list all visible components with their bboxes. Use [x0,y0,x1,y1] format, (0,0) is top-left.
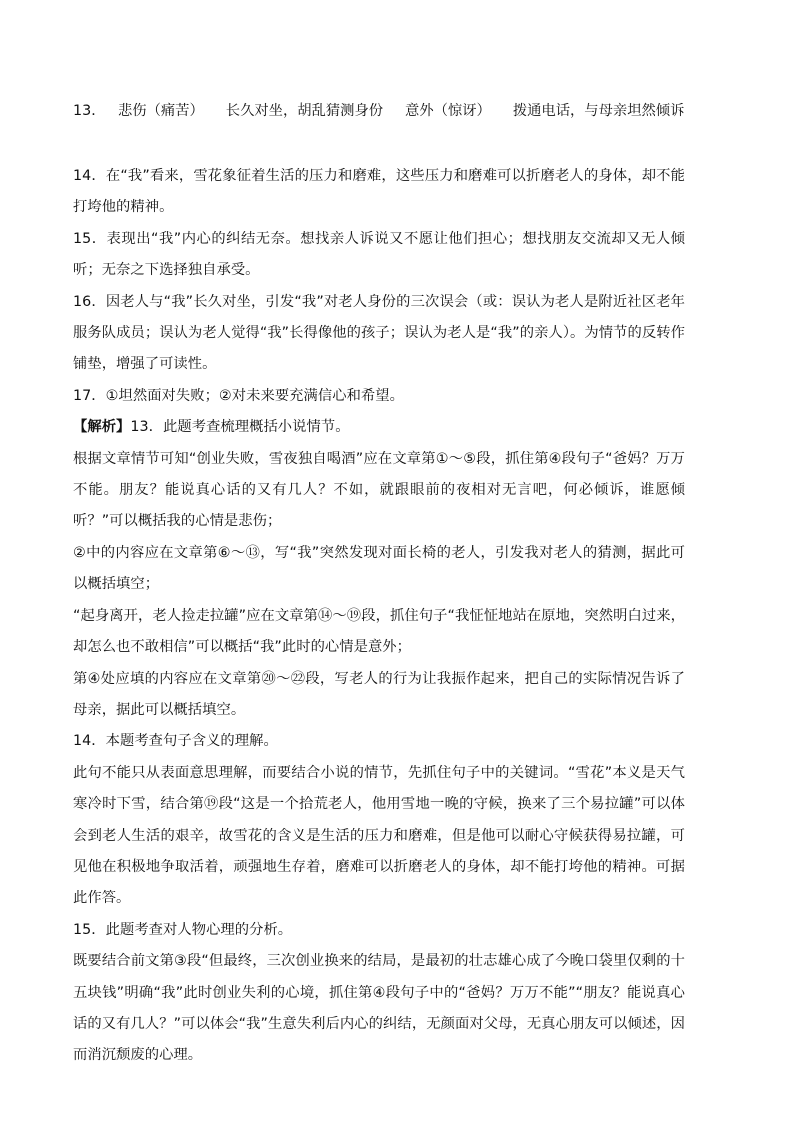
analysis-13-para-3: “起身离开，老人捡走拉罐”应在文章第⑭～⑲段，抓住句子“我怔怔地站在原地，突然明白过来，却怎么也不敢相信”可以概括“我”此时的心情是意外； [73,607,685,656]
q13-item-4: 拨通电话，与母亲坦然倾诉 [512,103,685,119]
q13-item-3: 意外（惊讶） [405,103,491,119]
analysis-15-para: 既要结合前文第③段“但最终，三次创业换来的结局，是最初的壮志雄心成了今晚口袋里仅剩的十五块钱”明确“我”此时创业失利的心境，抓住第④段句子中的“爸妈？万万不能”“朋友？能说真心话的又有几人？”可以体会“我”生意失利后内心的纠结，无颜面对父母，无真心朋友可以倾述，因而消沉颓废的心理。 [73,953,685,1064]
answer-15: 15．表现出“我”内心的纠结无奈。想找亲人诉说又不愿让他们担心；想找朋友交流却又无人倾听；无奈之下选择独自承受。 [73,230,685,279]
analysis-13-para-1: 根据文章情节可知“创业失败，雪夜独自喝酒”应在文章第①～⑤段，抓住第④段句子“爸妈？万万不能。朋友？能说真心话的又有几人？不如，就跟眼前的夜相对无言吧，何必倾诉，谁愿倾听？”可以概括我的心情是悲伤； [73,450,685,530]
analysis-13-title: 13．此题考查梳理概括小说情节。 [130,419,350,436]
answer-14: 14．在“我”看来，雪花象征着生活的压力和磨难，这些压力和磨难可以折磨老人的身体，却不能打垮他的精神。 [73,168,685,216]
analysis-13-para-4: 第④处应填的内容应在文章第⑳～㉒段，写老人的行为让我振作起来，把自己的实际情况告诉了母亲，据此可以概括填空。 [73,670,685,718]
analysis-15-heading: 15．此题考查对人物心理的分析。 [73,921,293,938]
analysis-tag: 【解析】 [73,419,131,436]
q13-item-2: 长久对坐，胡乱猜测身份 [225,103,384,119]
q13-item-1: 悲伤（痛苦） [118,103,204,119]
q13-answer-row [73,99,734,123]
answer-16: 16．因老人与“我”长久对坐，引发“我”对老人身份的三次误会（或：误认为老人是附近社区老年服务队成员；误认为老人觉得“我”长得像他的孩子；误认为老人是“我”的亲人）。为情节的反转作铺垫，增强了可读性。 [73,293,685,373]
analysis-14-para: 此句不能只从表面意思理解，而要结合小说的情节，先抓住句子中的关键词。“雪花”本义是天气寒冷时下雪，结合第⑲段“这是一个拾荒老人，他用雪地一晚的守候，换来了三个易拉罐”可以体会到老人生活的艰辛，故雪花的含义是生活的压力和磨难，但是他可以耐心守候获得易拉罐，可见他在积极地争取活着，顽强地生存着，磨难可以折磨老人的身体，却不能打垮他的精神。可据此作答。 [73,764,685,907]
q13-number: 13． [73,103,106,119]
answer-body [73,161,685,1072]
analysis-14-heading: 14．本题考查句子含义的理解。 [73,733,278,750]
analysis-13-para-2: ②中的内容应在文章第⑥～⑬，写“我”突然发现对面长椅的老人，引发我对老人的猜测，据此可以概括填空； [73,544,685,593]
analysis-13-heading [73,412,685,443]
answer-17: 17．①坦然面对失败；②对未来要充满信心和希望。 [73,387,404,404]
